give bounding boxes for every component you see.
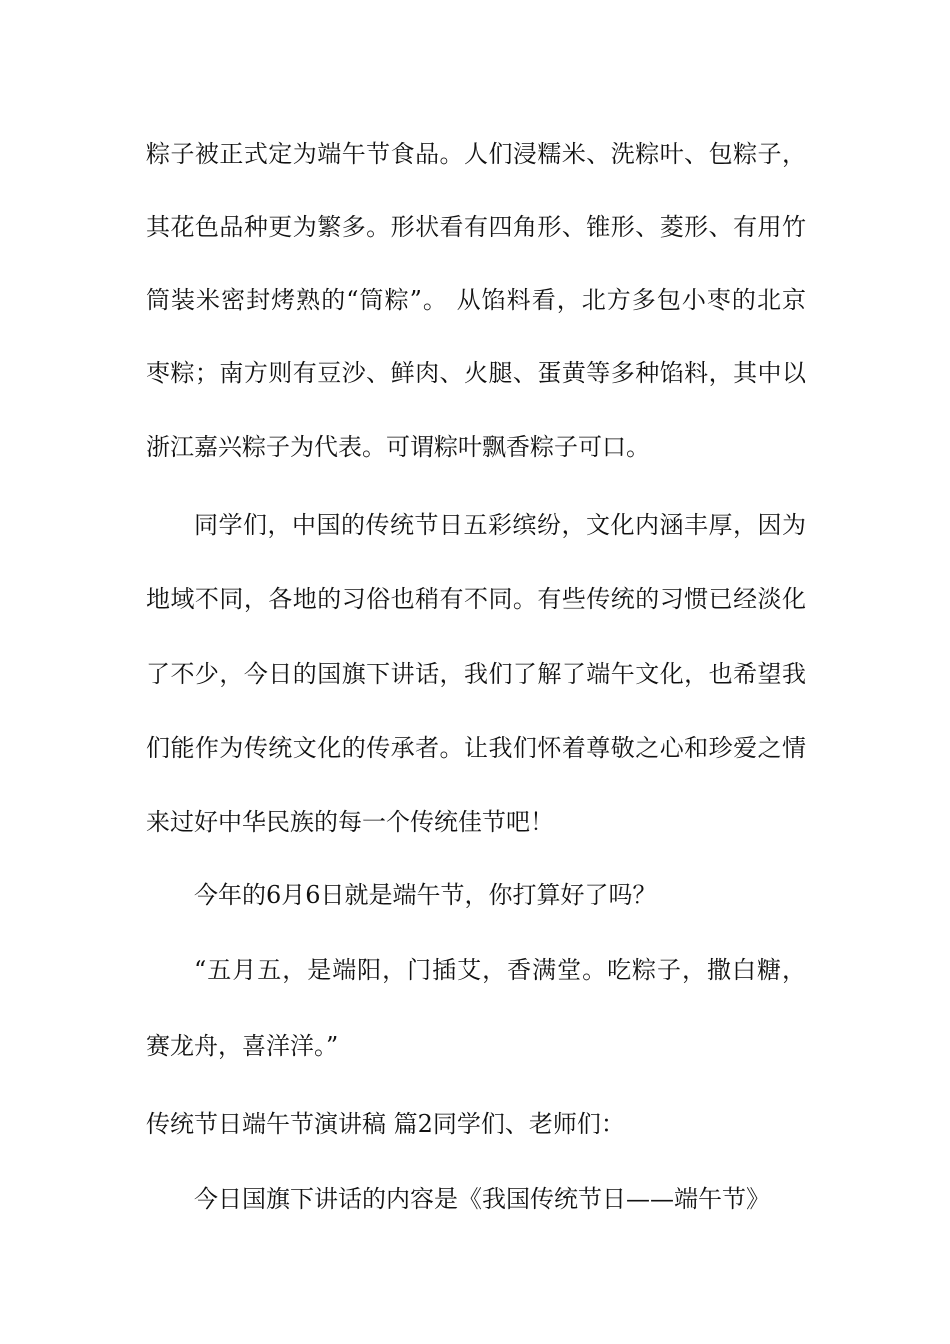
paragraph-start-line: 同学们，中国的传统节日五彩缤纷，文化内涵丰厚，因为 [194, 511, 806, 539]
paragraph-start-line: 今日国旗下讲话的内容是《我国传统节日——端午节》 [194, 1185, 770, 1213]
paragraph-start-line: “五月五，是端阳，门插艾，香满堂。吃粽子，撒白糖， [194, 956, 806, 984]
text-line: 其花色品种更为繁多。形状看有四角形、锥形、菱形、有用竹 [146, 213, 806, 241]
text-line: 们能作为传统文化的传承者。让我们怀着尊敬之心和珍爱之情 [146, 734, 806, 762]
text-line: 赛龙舟，喜洋洋。” [146, 1032, 339, 1060]
text-line: 浙江嘉兴粽子为代表。可谓粽叶飘香粽子可口。 [146, 433, 650, 461]
text-line: 地域不同，各地的习俗也稍有不同。有些传统的习惯已经淡化 [146, 585, 806, 613]
text-line: 筒装米密封烤熟的“筒粽”。 从馅料看，北方多包小枣的北京 [146, 286, 806, 314]
paragraph-start-line: 今年的6月6日就是端午节，你打算好了吗？ [194, 881, 657, 909]
text-line: 了不少，今日的国旗下讲话，我们了解了端午文化，也希望我 [146, 660, 806, 688]
text-line: 粽子被正式定为端午节食品。人们浸糯米、洗粽叶、包粽子， [146, 140, 806, 168]
section-heading: 传统节日端午节演讲稿 篇2同学们、老师们： [146, 1110, 625, 1138]
text-line: 枣粽；南方则有豆沙、鲜肉、火腿、蛋黄等多种馅料，其中以 [146, 359, 806, 387]
text-line: 来过好中华民族的每一个传统佳节吧！ [146, 808, 554, 836]
